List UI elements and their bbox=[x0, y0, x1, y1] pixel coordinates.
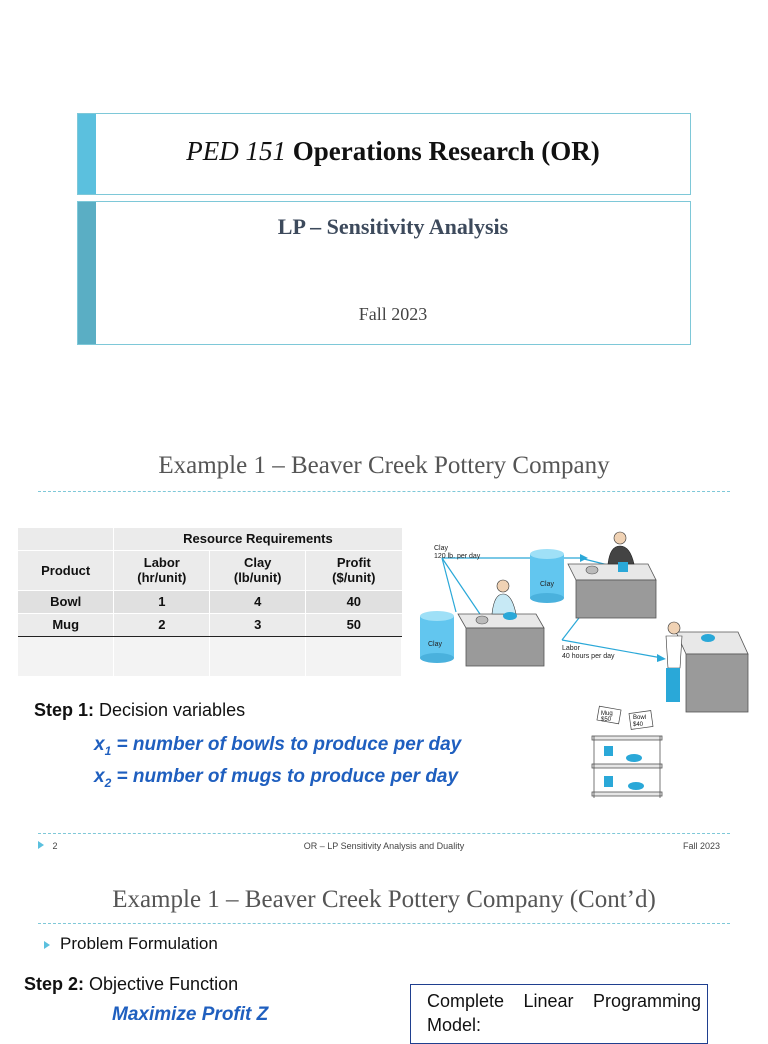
work-table-right bbox=[676, 632, 748, 712]
course-title: Operations Research (OR) bbox=[292, 136, 600, 166]
col-header-clay-unit: (lb/unit) bbox=[233, 570, 282, 585]
table-group-header: Resource Requirements bbox=[114, 528, 402, 550]
slide2-heading: Example 1 – Beaver Creek Pottery Company bbox=[158, 452, 610, 479]
step1-label: Step 1: bbox=[34, 700, 95, 720]
objective-text: Maximize Profit Z bbox=[112, 1004, 269, 1025]
table-corner bbox=[18, 528, 114, 550]
worker-top bbox=[608, 532, 634, 564]
var2-subscript: 2 bbox=[104, 775, 112, 790]
term-label: Fall 2023 bbox=[358, 304, 428, 324]
bowl-icon bbox=[628, 782, 644, 790]
var2-definition: = number of mugs to produce per day bbox=[111, 766, 459, 787]
step2-label: Step 2: bbox=[24, 974, 85, 994]
cell-empty bbox=[210, 636, 306, 676]
bowl-price-tag bbox=[629, 711, 653, 730]
worker-center bbox=[492, 580, 516, 614]
barrel-label: Clay bbox=[428, 641, 443, 648]
bullet-triangle-icon bbox=[44, 941, 50, 949]
clay-lump-icon bbox=[586, 566, 598, 574]
shelf-unit bbox=[592, 736, 662, 798]
slide-subtitle: LP – Sensitivity Analysis bbox=[277, 214, 509, 239]
slide3-heading: Example 1 – Beaver Creek Pottery Company (Cont’d) bbox=[112, 886, 656, 913]
heading-divider bbox=[38, 491, 730, 492]
step2-line bbox=[24, 974, 238, 995]
col-header-profit-name: Profit bbox=[336, 555, 371, 570]
clay-supply-label: Clay bbox=[434, 545, 449, 552]
page-number: 2 bbox=[52, 841, 58, 851]
cell-profit: 40 bbox=[306, 590, 402, 613]
clay-barrel-right bbox=[530, 549, 564, 603]
cell-profit: 50 bbox=[306, 613, 402, 636]
col-header-profit-unit: ($/unit) bbox=[332, 570, 376, 585]
clay-supply-amount: 120 lb. per day bbox=[434, 553, 481, 560]
bowl-icon bbox=[626, 754, 642, 762]
bowl-icon bbox=[701, 634, 715, 642]
cell-product: Bowl bbox=[18, 590, 114, 613]
mug-icon bbox=[618, 562, 628, 572]
col-header-labor-unit: (hr/unit) bbox=[137, 570, 187, 585]
slide-title bbox=[96, 136, 690, 167]
mug-icon bbox=[604, 776, 613, 787]
col-header-clay-name: Clay bbox=[243, 555, 272, 570]
work-table-center bbox=[458, 614, 544, 666]
bullet-problem-formulation bbox=[44, 934, 218, 954]
course-code: PED 151 bbox=[186, 136, 286, 166]
subtitle-box bbox=[77, 201, 691, 345]
accent-bar bbox=[78, 202, 96, 344]
cell-empty bbox=[18, 636, 114, 676]
cell-clay: 3 bbox=[210, 613, 306, 636]
shelf-illustration bbox=[584, 706, 674, 802]
table-row bbox=[18, 590, 402, 613]
var1-symbol: x bbox=[94, 734, 105, 755]
bullet-text: Problem Formulation bbox=[60, 934, 218, 953]
work-table-top bbox=[568, 564, 656, 618]
mug-tag-label: Mug bbox=[601, 711, 613, 717]
col-header-product: Product bbox=[18, 550, 114, 590]
step1-line bbox=[34, 700, 245, 721]
decision-variable-1 bbox=[94, 734, 461, 758]
cell-product: Mug bbox=[18, 613, 114, 636]
cell-empty bbox=[306, 636, 402, 676]
clay-lump-icon bbox=[476, 616, 488, 624]
step2-text: Objective Function bbox=[84, 974, 239, 994]
var1-definition: = number of bowls to produce per day bbox=[111, 734, 462, 755]
labor-supply-amount: 40 hours per day bbox=[562, 653, 615, 660]
step1-text: Decision variables bbox=[94, 700, 246, 720]
labor-supply-label: Labor bbox=[562, 645, 580, 652]
model-box: Complete Linear Programming Model: bbox=[410, 984, 708, 1044]
bowl-tag-label: Bowl bbox=[633, 715, 647, 721]
var1-subscript: 1 bbox=[104, 743, 112, 758]
resource-table bbox=[18, 528, 402, 676]
col-header-clay bbox=[210, 550, 306, 590]
title-box bbox=[77, 113, 691, 195]
barrel-label: Clay bbox=[540, 581, 555, 588]
cell-empty bbox=[114, 636, 210, 676]
var2-symbol: x bbox=[94, 766, 105, 787]
table-row bbox=[18, 613, 402, 636]
heading-divider bbox=[38, 923, 730, 924]
mug-icon bbox=[604, 746, 613, 756]
pottery-illustration bbox=[412, 528, 752, 716]
bowl-icon bbox=[503, 612, 517, 620]
col-header-labor-name: Labor bbox=[143, 555, 180, 570]
footer-divider bbox=[38, 833, 730, 834]
bowl-tag-price: $40 bbox=[633, 722, 644, 728]
table-row-empty bbox=[18, 636, 402, 676]
col-header-labor bbox=[114, 550, 210, 590]
decision-variable-2 bbox=[94, 766, 458, 790]
footer-right: Fall 2023 bbox=[683, 841, 721, 851]
cell-labor: 1 bbox=[114, 590, 210, 613]
clay-barrel-left bbox=[420, 611, 454, 663]
cell-clay: 4 bbox=[210, 590, 306, 613]
cell-labor: 2 bbox=[114, 613, 210, 636]
footer-center: OR – LP Sensitivity Analysis and Duality bbox=[303, 841, 465, 851]
mug-price-tag bbox=[597, 706, 621, 724]
col-header-profit bbox=[306, 550, 402, 590]
accent-bar bbox=[78, 114, 96, 194]
mug-tag-price: $50 bbox=[601, 717, 612, 723]
